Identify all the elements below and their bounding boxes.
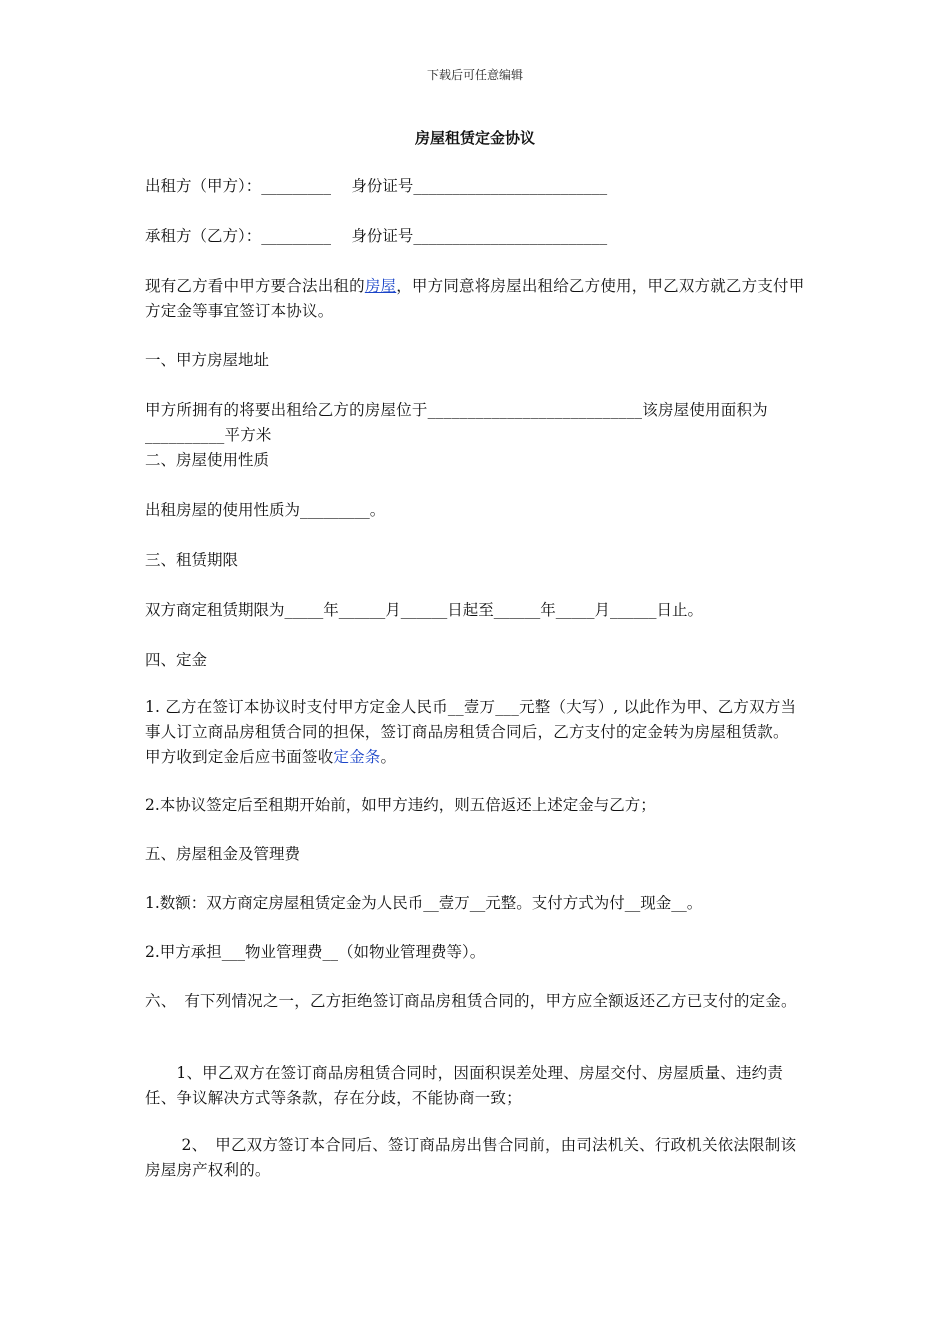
intro-text-after: ，甲方同意将房屋出租给乙方使用，甲乙双方就乙方支付甲方定金等事宜签订本协议。 [145,277,805,320]
page-header: 下载后可任意编辑 [426,68,523,82]
house-link[interactable]: 房屋 [364,277,397,295]
section-1-body: 甲方所拥有的将要出租给乙方的房屋位于___________________________该房屋使用面积为__________平方米 [145,401,768,444]
lessor-line: 出租方（甲方）：_________ 身份证号_________________________ [145,177,608,195]
section-3-body: 双方商定租赁期限为_____年______月______日起至______年_____月______日止。 [145,601,704,619]
deposit-receipt-link[interactable]: 定金条 [333,748,381,766]
section-4-item-1-text: 1. 乙方在签订本协议时支付甲方定金人民币__壹万___元整（大写）, 以此作为甲、乙方双方当事人订立商品房租赁合同的担保，签订商品房租赁合同后，乙方支付的定金转为房屋租赁款。 甲方收到定金后应书面签收 [145,698,797,766]
section-4-heading: 四、定金 [145,651,208,669]
lessee-line: 承租方（乙方）：_________ 身份证号_________________________ [145,227,608,245]
intro-text-before: 现有乙方看中甲方要合法出租的 [145,277,365,295]
section-2-heading: 二、房屋使用性质 [145,451,270,469]
section-4-item-1 [145,695,810,770]
section-4-item-1-end: 。 [380,748,397,766]
section-3-heading: 三、租赁期限 [145,551,239,569]
section-5-heading: 五、房屋租金及管理费 [145,845,301,863]
section-6-item-2: 2、 甲乙双方签订本合同后、签订商品房出售合同前，由司法机关、行政机关依法限制该房屋房产权利的。 [145,1136,797,1179]
section-5-item-2: 2.甲方承担___物业管理费__（如物业管理费等）。 [145,943,486,961]
intro-paragraph [145,274,810,324]
section-4-item-2: 2.本协议签定后至租期开始前，如甲方违约，则五倍返还上述定金与乙方； [145,796,656,814]
section-2-body: 出租房屋的使用性质为_________。 [145,501,386,519]
document-title: 房屋租赁定金协议 [414,129,535,147]
section-6-item-1: 1、甲乙双方在签订商品房租赁合同时，因面积误差处理、房屋交付、房屋质量、违约责任、争议解决方式等条款，存在分歧，不能协商一致； [145,1064,784,1107]
section-1-heading: 一、甲方房屋地址 [145,351,270,369]
section-6-body: 六、 有下列情况之一，乙方拒绝签订商品房租赁合同的，甲方应全额返还乙方已支付的定金。 [145,992,797,1010]
section-5-item-1: 1.数额：双方商定房屋租赁定金为人民币__壹万__元整。支付方式为付__现金__。 [145,894,703,912]
